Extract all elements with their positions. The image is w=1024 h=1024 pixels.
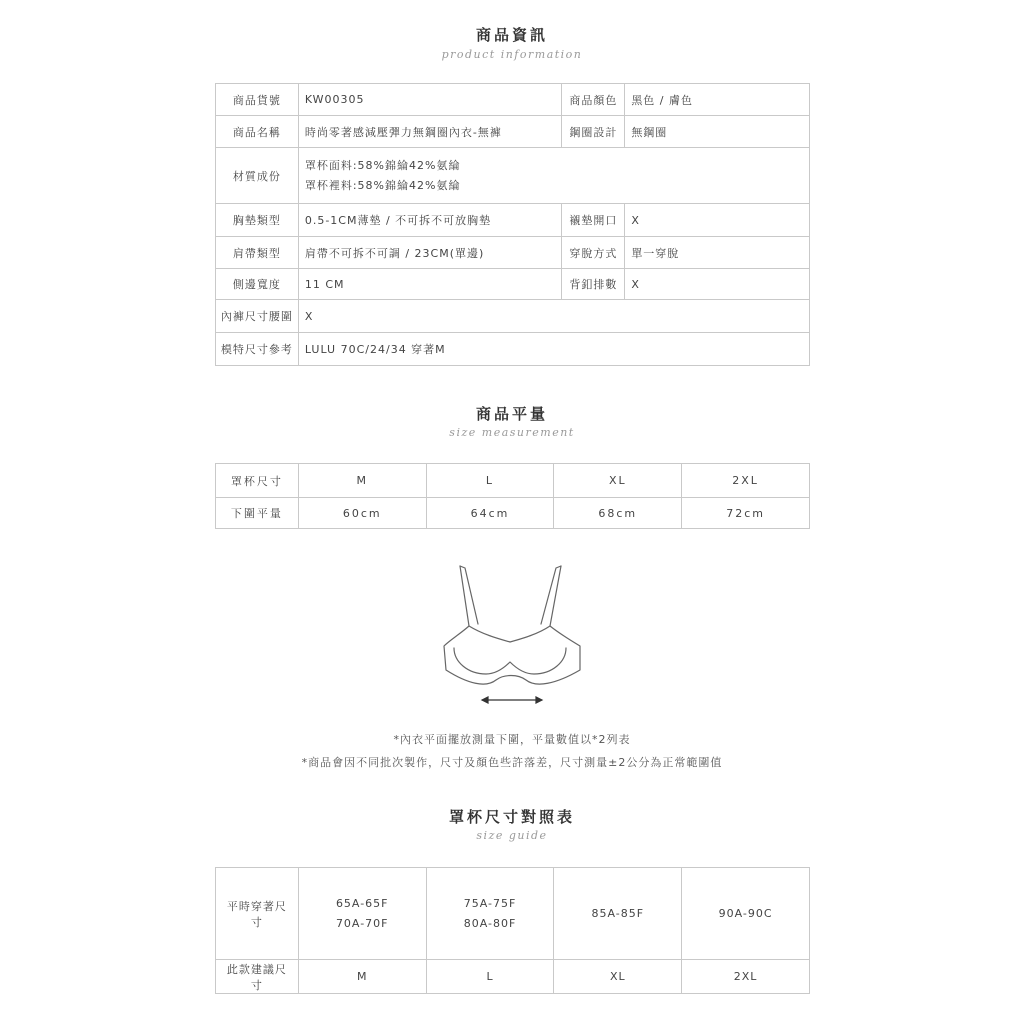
color-value: 黑色 / 膚色: [625, 84, 810, 116]
recommended-size-cell: XL: [554, 960, 682, 994]
note-measurement: *內衣平面擺放測量下圍，平量數值以*2列表: [393, 733, 631, 746]
table-row: [216, 116, 810, 148]
size-measure-title: 商品平量: [475, 405, 548, 423]
bra-measurement-diagram: [438, 562, 588, 707]
recommended-size-cell: L: [426, 960, 554, 994]
underbust-arrow: [482, 697, 542, 703]
material-line-1: 罩杯面料:58%錦綸42%氨綸: [304, 158, 461, 172]
material-value: [298, 148, 809, 204]
material-label: 材質成份: [216, 148, 299, 204]
recommended-size-cell: 2XL: [682, 960, 810, 994]
size-guide-subtitle: size guide: [476, 829, 548, 842]
product-info-table: [215, 83, 810, 366]
strap-label: 肩帶類型: [216, 237, 299, 269]
pad-opening-value: X: [625, 204, 810, 237]
note-variance: *商品會因不同批次製作，尺寸及顏色些許落差，尺寸測量±2公分為正常範圍值: [301, 756, 723, 769]
model-label: 模特尺寸參考: [216, 333, 299, 366]
size-cell: M: [298, 464, 426, 498]
wear-label: 穿脫方式: [562, 237, 625, 269]
name-value: 時尚零著感減壓彈力無鋼圈內衣-無褲: [298, 116, 562, 148]
table-row: [216, 333, 810, 366]
size-cell: L: [426, 464, 554, 498]
sku-value: KW00305: [298, 84, 562, 116]
underbust-cell: 68cm: [554, 498, 682, 529]
usual-size-cell: [682, 868, 810, 960]
size-guide-table: [215, 867, 810, 994]
table-row: [216, 84, 810, 116]
table-row: [216, 148, 810, 204]
hook-value: X: [625, 269, 810, 300]
sku-label: 商品貨號: [216, 84, 299, 116]
usual-size-line: 80A-80F: [463, 916, 517, 930]
panty-label: 內褲尺寸腰圍: [216, 300, 299, 333]
usual-size-line: 65A-65F: [335, 896, 389, 910]
size-measure-table: [215, 463, 810, 529]
pad-label: 胸墊類型: [216, 204, 299, 237]
wear-value: 單一穿脫: [625, 237, 810, 269]
pad-value: 0.5-1CM薄墊 / 不可拆不可放胸墊: [298, 204, 562, 237]
name-label: 商品名稱: [216, 116, 299, 148]
size-cell: XL: [554, 464, 682, 498]
recommended-size-cell: M: [298, 960, 426, 994]
product-info-title: 商品資訊: [475, 26, 548, 44]
table-row: [216, 868, 810, 960]
product-info-subtitle: product information: [441, 48, 583, 61]
cup-size-label: 罩杯尺寸: [216, 464, 299, 498]
material-line-2: 罩杯裡料:58%錦綸42%氨綸: [304, 178, 461, 192]
side-label: 側邊寬度: [216, 269, 299, 300]
size-guide-title: 罩杯尺寸對照表: [448, 808, 575, 826]
table-row: [216, 204, 810, 237]
usual-size-cell: [298, 868, 426, 960]
size-measure-subtitle: size measurement: [449, 426, 575, 439]
underbust-cell: 60cm: [298, 498, 426, 529]
panty-value: X: [298, 300, 809, 333]
table-row: [216, 960, 810, 994]
usual-size-line: 85A-85F: [591, 906, 645, 920]
pad-opening-label: 襯墊開口: [562, 204, 625, 237]
usual-size-cell: [426, 868, 554, 960]
underbust-label: 下圍平量: [216, 498, 299, 529]
usual-size-line: 75A-75F: [463, 896, 517, 910]
size-cell: 2XL: [682, 464, 810, 498]
wire-label: 鋼圈設計: [562, 116, 625, 148]
hook-label: 背釦排數: [562, 269, 625, 300]
color-label: 商品顏色: [562, 84, 625, 116]
table-row: [216, 237, 810, 269]
underbust-cell: 64cm: [426, 498, 554, 529]
strap-value: 肩帶不可拆不可調 / 23CM(單邊): [298, 237, 562, 269]
usual-size-line: 70A-70F: [335, 916, 389, 930]
usual-size-label: 平時穿著尺寸: [216, 868, 299, 960]
table-row: [216, 464, 810, 498]
wire-value: 無鋼圈: [625, 116, 810, 148]
side-value: 11 CM: [298, 269, 562, 300]
recommended-size-label: 此款建議尺寸: [216, 960, 299, 994]
table-row: [216, 269, 810, 300]
table-row: [216, 300, 810, 333]
model-value: LULU 70C/24/34 穿著M: [298, 333, 809, 366]
usual-size-line: 90A-90C: [718, 906, 773, 920]
underbust-cell: 72cm: [682, 498, 810, 529]
table-row: [216, 498, 810, 529]
usual-size-cell: [554, 868, 682, 960]
